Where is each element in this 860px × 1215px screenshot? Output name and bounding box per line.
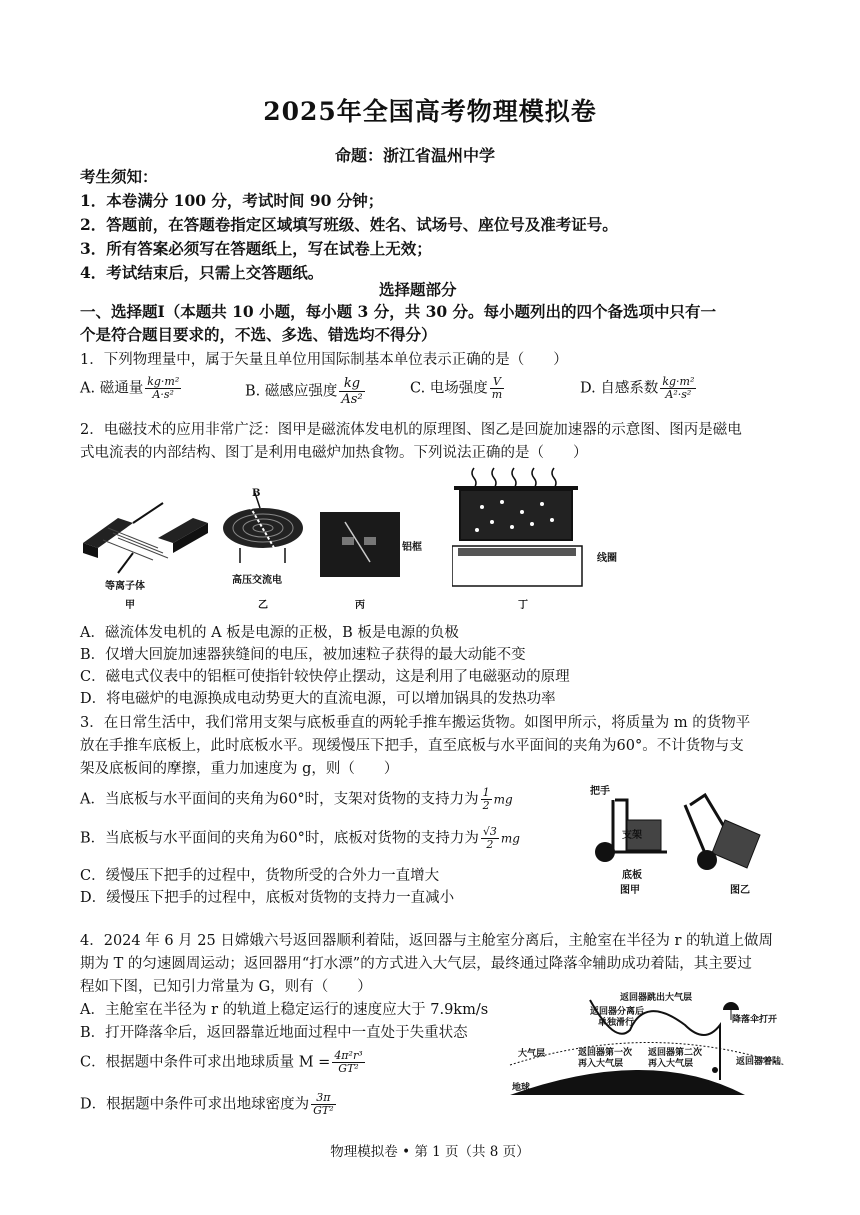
q3-b-fraction [481,826,499,851]
figure-caption-3a: 图甲 [620,885,640,896]
q3-stem-line3: 架及底板间的摩擦，重力加速度为 g，则（ ） [80,761,399,777]
fraction-numerator: 1 [482,786,490,799]
exam-title: 2025年全国高考物理模拟卷 [263,97,597,126]
q3-a-text: A．当底板与水平面间的夹角为60°时，支架对货物的支持力为 [80,791,479,808]
fraction-denominator: GT² [338,1062,359,1075]
figure-caption-bing: 丙 [355,600,365,611]
bracket-label: 支架 [622,830,642,841]
fraction-numerator: kg [339,376,364,392]
q4-option-b: B．打开降落伞后，返回器靠近地面过程中一直处于失重状态 [80,1025,468,1041]
fraction-denominator: 2 [486,838,494,851]
q1-a-fraction [145,376,181,401]
fraction-denominator: GT² [313,1104,334,1117]
section-heading-line1: 一、选择题Ⅰ（本题共 10 小题，每小题 3 分，共 30 分。每小题列出的四个备选项中只有一 [80,302,717,321]
magnetic-field-label: B [252,488,261,499]
ac-power-label: 高压交流电 [232,575,282,586]
notice-item: 1．本卷满分 100 分，考试时间 90 分钟； [80,191,384,210]
reentry-label-exit: 返回器跳出大气层 [620,993,693,1003]
fraction-denominator: A²·s² [665,388,692,401]
reentry-label-land: 返回器着陆 [736,1057,782,1067]
exam-author: 命题：浙江省温州中学 [335,146,496,165]
fraction-numerator: kg·m² [662,375,695,388]
q3-option-a [80,787,513,812]
q2-option-d: D．将电磁炉的电源换成电动势更大的直流电源，可以增加锅具的发热功率 [80,691,556,707]
q1-option-c [410,376,506,401]
page-footer: 物理模拟卷 • 第 1 页（共 8 页） [330,1144,530,1160]
fraction-numerator: kg·m² [147,375,180,388]
fraction-numerator: √3 [482,825,497,838]
q4-option-a: A．主舱室在半径为 r 的轨道上稳定运行的速度应大于 7.9km/s [80,1002,489,1018]
reentry-label-second: 返回器第二次 [648,1048,703,1058]
galvanometer-figure [320,512,400,577]
q3-b-text: B．当底板与水平面间的夹角为60°时，底板对货物的支持力为 [80,830,479,847]
part-title: 选择题部分 [379,280,457,299]
figure-caption-ding: 丁 [518,600,528,611]
reentry-label-sep: 返回器分离后 [590,1007,645,1017]
mhd-generator-figure [78,498,218,578]
q3-option-d: D．缓慢压下把手的过程中，底板对货物的支持力一直减小 [80,890,455,906]
fraction-numerator: V [490,376,504,389]
induction-cooker-figure [452,462,592,588]
base-label: 底板 [622,870,642,881]
q2-option-a: A．磁流体发电机的 A 板是电源的正极，B 板是电源的负极 [80,625,459,641]
fraction-numerator: 3π [311,1092,336,1105]
notice-item: 3．所有答案必须写在答题纸上，写在试卷上无效； [80,239,432,258]
q4-d-text: D．根据题中条件可求出地球密度为 [80,1096,310,1113]
figure-caption-jia: 甲 [125,600,135,611]
q3-stem-line1: 3．在日常生活中，我们常用支架与底板垂直的两轮手推车搬运货物。如图甲所示，将质量为 m 的货物平 [80,715,751,731]
fraction-denominator: A·s² [152,388,174,401]
q3-option-c: C．缓慢压下把手的过程中，货物所受的合外力一直增大 [80,868,440,884]
q2-stem-line2: 式电流表的内部结构、图丁是利用电磁炉加热食物。下列说法正确的是（ ） [80,445,588,461]
aluminum-frame-label: 铝框 [402,542,422,553]
q4-option-c [80,1050,367,1075]
q1-a-label: A. 磁通量 [80,380,144,397]
q3-a-unit: mg [493,792,513,807]
q1-option-a [80,376,183,401]
q1-d-label: D. 自感系数 [580,380,659,397]
q2-option-c: C．磁电式仪表中的铝框可使指针较快停止摆动，这是利用了电磁驱动的原理 [80,669,570,685]
q4-c-fraction [332,1050,364,1075]
q1-option-d [580,376,698,401]
reentry-label-sep2: 单独滑行 [598,1018,635,1028]
reentry-label-first2: 再入大气层 [578,1059,624,1069]
q1-c-fraction [490,376,504,401]
q4-c-text: C．根据题中条件可求出地球质量 M = [80,1054,331,1071]
q1-b-label: B. 磁感应强度 [245,383,338,400]
notice-item: 4．考试结束后，只需上交答题纸。 [80,263,324,282]
q1-c-label: C. 电场强度 [410,380,488,397]
reentry-label-earth: 地球 [512,1083,531,1093]
q1-stem: 1．下列物理量中，属于矢量且单位用国际制基本单位表示正确的是（ ） [80,352,568,368]
notice-item: 2．答题前，在答题卷指定区域填写班级、姓名、试场号、座位号及准考证号。 [80,215,618,234]
q3-option-b [80,826,520,851]
q4-d-fraction [311,1092,336,1117]
q1-b-fraction [339,376,364,407]
q2-option-b: B．仅增大回旋加速器狭缝间的电压，被加速粒子获得的最大动能不变 [80,647,526,663]
fraction-denominator: As² [341,392,363,407]
q3-stem-line2: 放在手推车底板上，此时底板水平。现缓慢压下把手，直至底板与水平面间的夹角为60°。不计货物与支 [80,738,744,754]
notice-heading: 考生须知： [80,167,158,186]
q1-option-b [245,376,367,407]
q4-stem-line1: 4．2024 年 6 月 25 日嫦娥六号返回器顺利着陆，返回器与主舱室分离后，主舱室在半径为 r 的轨道上做周 [80,933,773,949]
cyclotron-figure [215,488,315,568]
q4-stem-line2: 期为 T 的匀速圆周运动；返回器用“打水漂”的方式进入大气层，最终通过降落伞辅助成功着陆，其主要过 [80,956,752,972]
fraction-denominator: m [491,388,503,401]
q3-b-unit: mg [500,831,520,846]
reentry-label-chute: 降落伞打开 [732,1015,778,1025]
section-heading-line2: 个是符合题目要求的，不选、多选、错选均不得分） [80,325,437,344]
q3-a-fraction [481,787,492,812]
reentry-label-second2: 再入大气层 [648,1059,694,1069]
q4-stem-line3: 程如下图，已知引力常量为 G，则有（ ） [80,979,372,995]
handle-label: 把手 [590,786,610,797]
mhd-plasma-label: 等离子体 [105,581,145,592]
q2-stem-line1: 2．电磁技术的应用非常广泛：图甲是磁流体发电机的原理图、图乙是回旋加速器的示意图、图丙是磁电 [80,422,742,438]
figure-caption-3b: 图乙 [730,885,750,896]
fraction-denominator: 2 [482,799,490,812]
fraction-numerator: 4π²r³ [334,1049,363,1062]
reentry-label-first: 返回器第一次 [578,1048,633,1058]
reentry-label-atmosphere: 大气层 [518,1049,546,1059]
hand-truck-figure [585,790,785,890]
q4-option-d [80,1092,338,1117]
q1-d-fraction [660,376,696,401]
figure-caption-yi: 乙 [258,600,268,611]
coil-label: 线圈 [597,553,617,564]
